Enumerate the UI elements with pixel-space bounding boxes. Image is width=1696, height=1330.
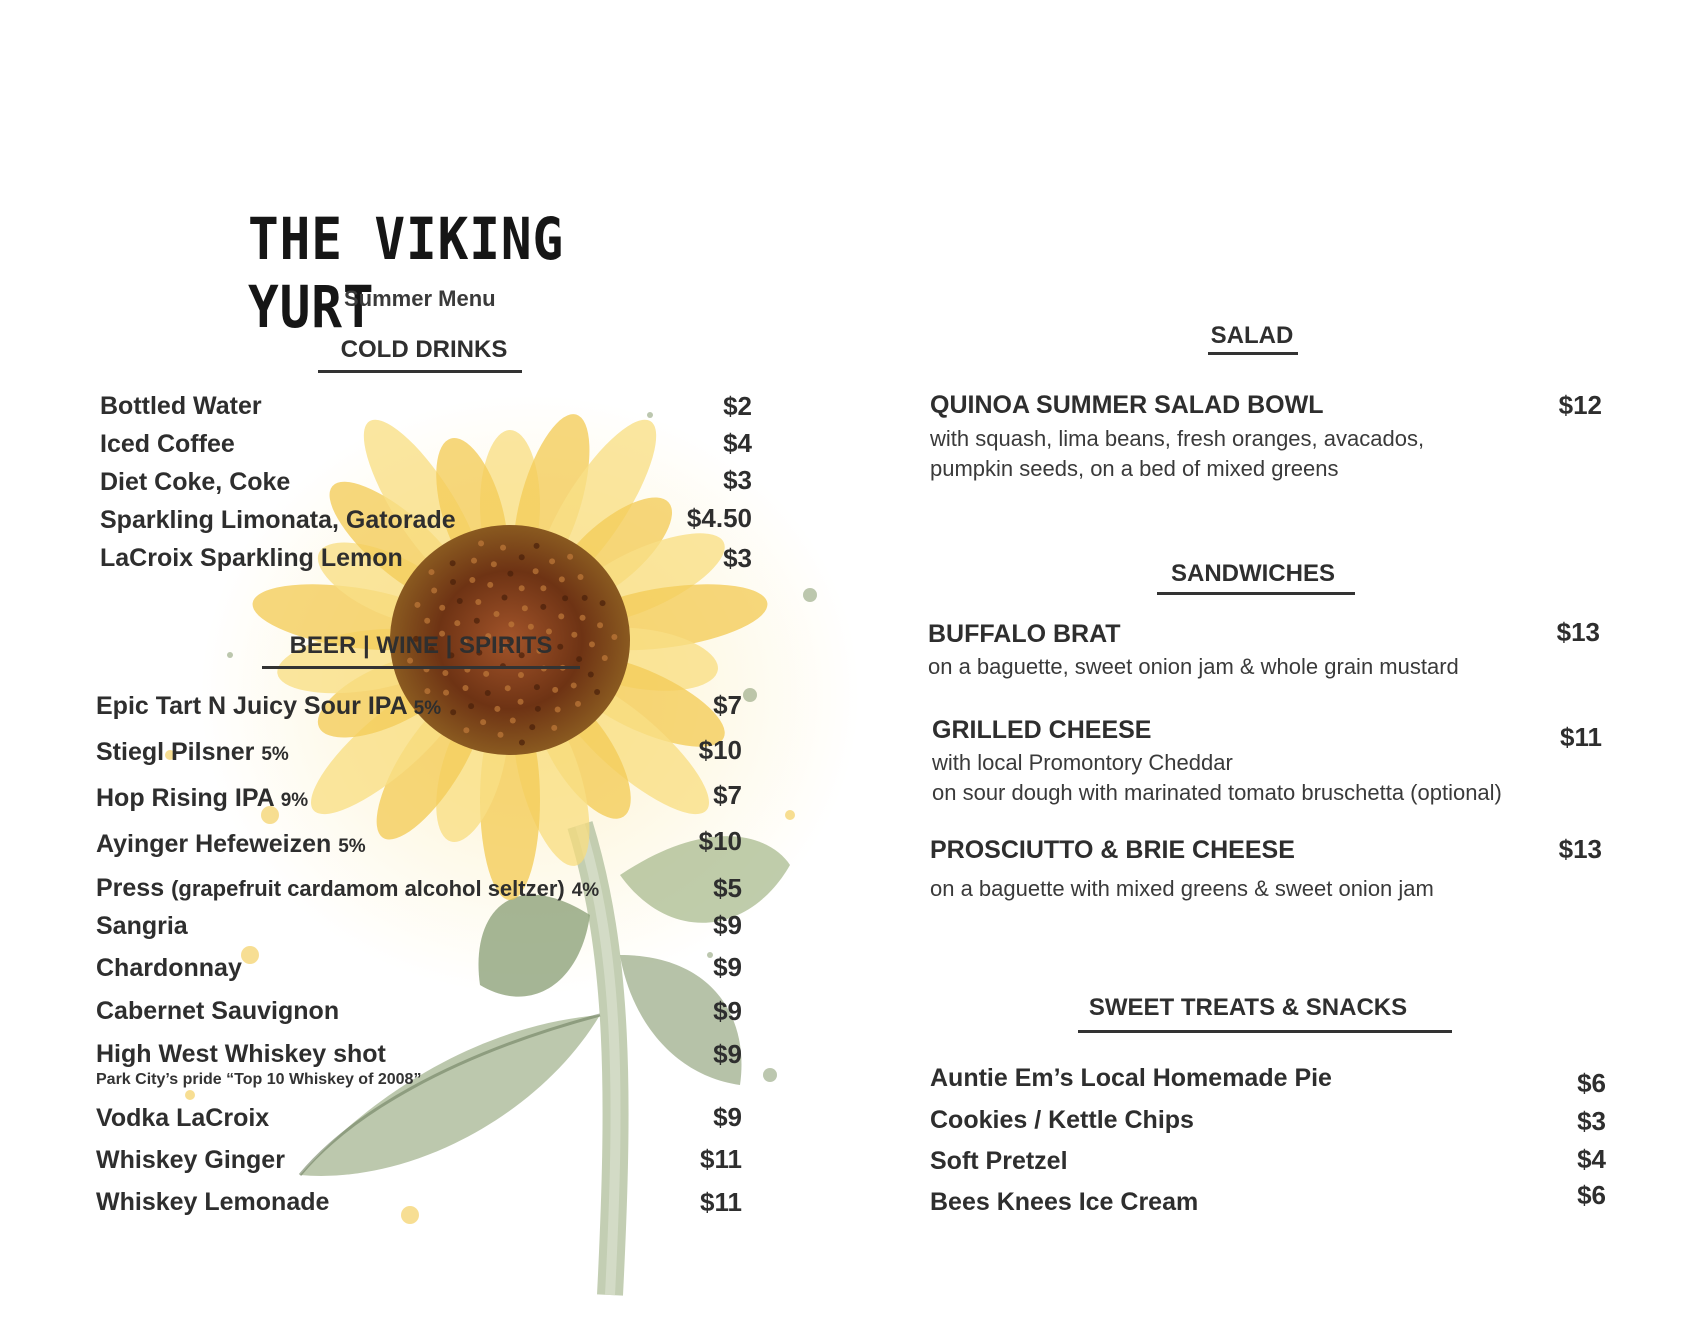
sweet-treats-underline — [1078, 1030, 1452, 1033]
menu-item-name: Stiegl Pilsner 5% — [96, 738, 289, 766]
menu-item-name: Sangria — [96, 912, 188, 940]
seed-dot — [497, 732, 503, 738]
seed-dot — [519, 740, 525, 746]
menu-item-name: Ayinger Hefeweizen 5% — [96, 830, 366, 858]
menu-item-name: LaCroix Sparkling Lemon — [100, 544, 403, 572]
seed-dot — [414, 602, 420, 608]
menu-subtitle: Summer Menu — [344, 286, 496, 311]
seed-dot — [494, 706, 500, 712]
restaurant-title: THE VIKING YURT — [248, 205, 565, 341]
menu-item-price: $6 — [1577, 1068, 1606, 1098]
seed-dot — [552, 687, 558, 693]
paint-splatter — [785, 810, 795, 820]
sandwiches-heading: SANDWICHES — [1170, 560, 1335, 587]
menu-item-name: Bottled Water — [100, 392, 262, 420]
menu-item-name: QUINOA SUMMER SALAD BOWL — [930, 391, 1324, 419]
seed-dot — [450, 579, 456, 585]
cold-drinks-heading: COLD DRINKS — [340, 336, 508, 363]
menu-item-price: $9 — [713, 952, 742, 982]
menu-item-name: Sparkling Limonata, Gatorade — [100, 506, 456, 534]
seed-dot — [580, 615, 586, 621]
menu-item-name: Chardonnay — [96, 954, 242, 982]
seed-dot — [471, 558, 477, 564]
item-description: on sour dough with marinated tomato bruschetta (optional) — [932, 780, 1502, 805]
menu-item-name: Diet Coke, Coke — [100, 468, 291, 496]
seed-dot — [502, 594, 508, 600]
menu-item-price: $11 — [700, 1144, 742, 1174]
seed-dot — [508, 621, 514, 627]
menu-item-price: $3 — [1577, 1106, 1606, 1136]
menu-item-name: Whiskey Lemonade — [96, 1188, 330, 1216]
menu-item-name: Cookies / Kettle Chips — [930, 1106, 1194, 1134]
menu-item-price: $7 — [713, 780, 742, 810]
seed-dot — [454, 620, 460, 626]
menu-item-name: BUFFALO BRAT — [928, 620, 1121, 648]
menu-item-price: $9 — [713, 996, 742, 1026]
paint-splatter — [227, 652, 233, 658]
seed-dot — [534, 684, 540, 690]
seed-dot — [594, 689, 600, 695]
menu-item-price: $13 — [1556, 617, 1600, 647]
seed-dot — [450, 560, 456, 566]
menu-item-price: $9 — [713, 1039, 742, 1069]
menu-item-price: $13 — [1558, 834, 1602, 864]
seed-dot — [540, 585, 546, 591]
seed-dot — [519, 585, 525, 591]
menu-item-name: Bees Knees Ice Cream — [930, 1188, 1199, 1216]
menu-item-name: Epic Tart N Juicy Sour IPA 5% — [96, 692, 442, 720]
menu-item-price: $3 — [723, 465, 752, 495]
salad-heading: SALAD — [1210, 322, 1294, 349]
seed-dot — [534, 543, 540, 549]
seed-dot — [535, 706, 541, 712]
menu-item-price: $12 — [1558, 390, 1602, 420]
menu-item-price: $4 — [723, 428, 752, 458]
seed-dot — [518, 699, 524, 705]
seed-dot — [529, 724, 535, 730]
paint-splatter — [185, 1090, 195, 1100]
menu-item-name: GRILLED CHEESE — [932, 716, 1152, 744]
seed-dot — [487, 582, 493, 588]
seed-dot — [578, 574, 584, 580]
seed-dot — [549, 558, 555, 564]
cold-drinks-underline — [318, 370, 522, 373]
beer-wine-spirits-heading: BEER | WINE | SPIRITS — [289, 632, 553, 659]
seed-dot — [559, 576, 565, 582]
seed-dot — [478, 540, 484, 546]
paint-splatter — [401, 1206, 419, 1224]
seed-dot — [575, 701, 581, 707]
seed-dot — [571, 682, 577, 688]
menu-item-price: $2 — [723, 391, 752, 421]
seed-dot — [474, 618, 480, 624]
menu-item-price: $9 — [713, 1102, 742, 1132]
seed-dot — [439, 605, 445, 611]
seed-dot — [597, 622, 603, 628]
menu-item-price: $4 — [1577, 1144, 1606, 1174]
menu-item-name: Vodka LaCroix — [96, 1104, 270, 1132]
seed-dot — [567, 554, 573, 560]
seed-dot — [518, 672, 524, 678]
seed-dot — [483, 671, 489, 677]
sandwiches-underline — [1157, 592, 1355, 595]
seed-dot — [562, 595, 568, 601]
seed-dot — [457, 598, 463, 604]
menu-item-price: $10 — [698, 735, 742, 765]
sweet-treats-heading: SWEET TREATS & SNACKS — [1088, 994, 1408, 1021]
menu-item-price: $11 — [1560, 722, 1602, 752]
seed-dot — [533, 568, 539, 574]
menu-item-name: Auntie Em’s Local Homemade Pie — [930, 1064, 1332, 1092]
menu-item-name: Iced Coffee — [100, 430, 235, 458]
seed-dot — [485, 690, 491, 696]
seed-dot — [510, 718, 516, 724]
seed-dot — [463, 727, 469, 733]
seed-dot — [450, 709, 456, 715]
seed-dot — [555, 707, 561, 713]
item-description: with local Promontory Cheddar — [932, 750, 1233, 775]
seed-dot — [462, 685, 468, 691]
menu-item-name: Press (grapefruit cardamom alcohol seltzer) 4% — [96, 874, 600, 902]
seed-dot — [522, 605, 528, 611]
seed-dot — [611, 634, 617, 640]
menu-item-name: Soft Pretzel — [930, 1147, 1068, 1175]
menu-item-price: $3 — [723, 543, 752, 573]
seed-dot — [589, 641, 595, 647]
salad-underline — [1208, 352, 1298, 355]
seed-dot — [551, 725, 557, 731]
seed-dot — [424, 618, 430, 624]
item-note: Park City’s pride “Top 10 Whiskey of 2008” — [96, 1071, 422, 1088]
seed-dot — [468, 703, 474, 709]
seed-dot — [475, 599, 481, 605]
seed-dot — [602, 655, 608, 661]
item-description: on a baguette, sweet onion jam & whole grain mustard — [928, 654, 1459, 679]
seed-dot — [505, 685, 511, 691]
seed-dot — [582, 595, 588, 601]
menu-item-price: $11 — [700, 1187, 742, 1217]
abv-label: 9% — [280, 790, 309, 811]
seed-dot — [491, 561, 497, 567]
seed-dot — [442, 670, 448, 676]
menu-item-name: Cabernet Sauvignon — [96, 997, 340, 1025]
item-description: with squash, lima beans, fresh oranges, avacados, — [930, 426, 1425, 451]
seed-dot — [507, 571, 513, 577]
menu-item-name: PROSCIUTTO & BRIE CHEESE — [930, 836, 1295, 864]
item-detail: (grapefruit cardamom alcohol seltzer) — [171, 876, 565, 901]
abv-label: 5% — [261, 744, 289, 765]
menu-item-price: $6 — [1577, 1180, 1606, 1210]
menu-item-price: $9 — [713, 910, 742, 940]
item-description: on a baguette with mixed greens & sweet onion jam — [930, 876, 1434, 901]
seed-dot — [469, 577, 475, 583]
seed-dot — [540, 604, 546, 610]
item-description: pumpkin seeds, on a bed of mixed greens — [930, 456, 1339, 481]
menu-item-price: $5 — [713, 873, 742, 903]
menu-item-price: $10 — [698, 826, 742, 856]
abv-label: 5% — [413, 698, 442, 719]
seed-dot — [494, 611, 500, 617]
seed-dot — [558, 613, 564, 619]
paint-splatter — [241, 946, 259, 964]
abv-label: 4% — [571, 880, 600, 901]
paint-splatter — [763, 1068, 777, 1082]
seed-dot — [600, 600, 606, 606]
seed-dot — [431, 587, 437, 593]
beer-wine-spirits-underline — [262, 666, 580, 669]
paint-splatter — [743, 688, 757, 702]
seed-dot — [500, 545, 506, 551]
paint-splatter — [803, 588, 817, 602]
seed-dot — [443, 690, 449, 696]
abv-label: 5% — [338, 836, 366, 857]
menu-item-name: Whiskey Ginger — [96, 1146, 285, 1174]
menu-item-price: $4.50 — [686, 503, 752, 533]
seed-dot — [528, 624, 534, 630]
menu-item-name: Hop Rising IPA 9% — [96, 784, 309, 812]
seed-dot — [519, 554, 525, 560]
seed-dot — [428, 569, 434, 575]
seed-dot — [588, 671, 594, 677]
menu-item-price: $7 — [713, 690, 742, 720]
menu-item-name: High West Whiskey shot — [96, 1040, 386, 1068]
seed-dot — [480, 719, 486, 725]
